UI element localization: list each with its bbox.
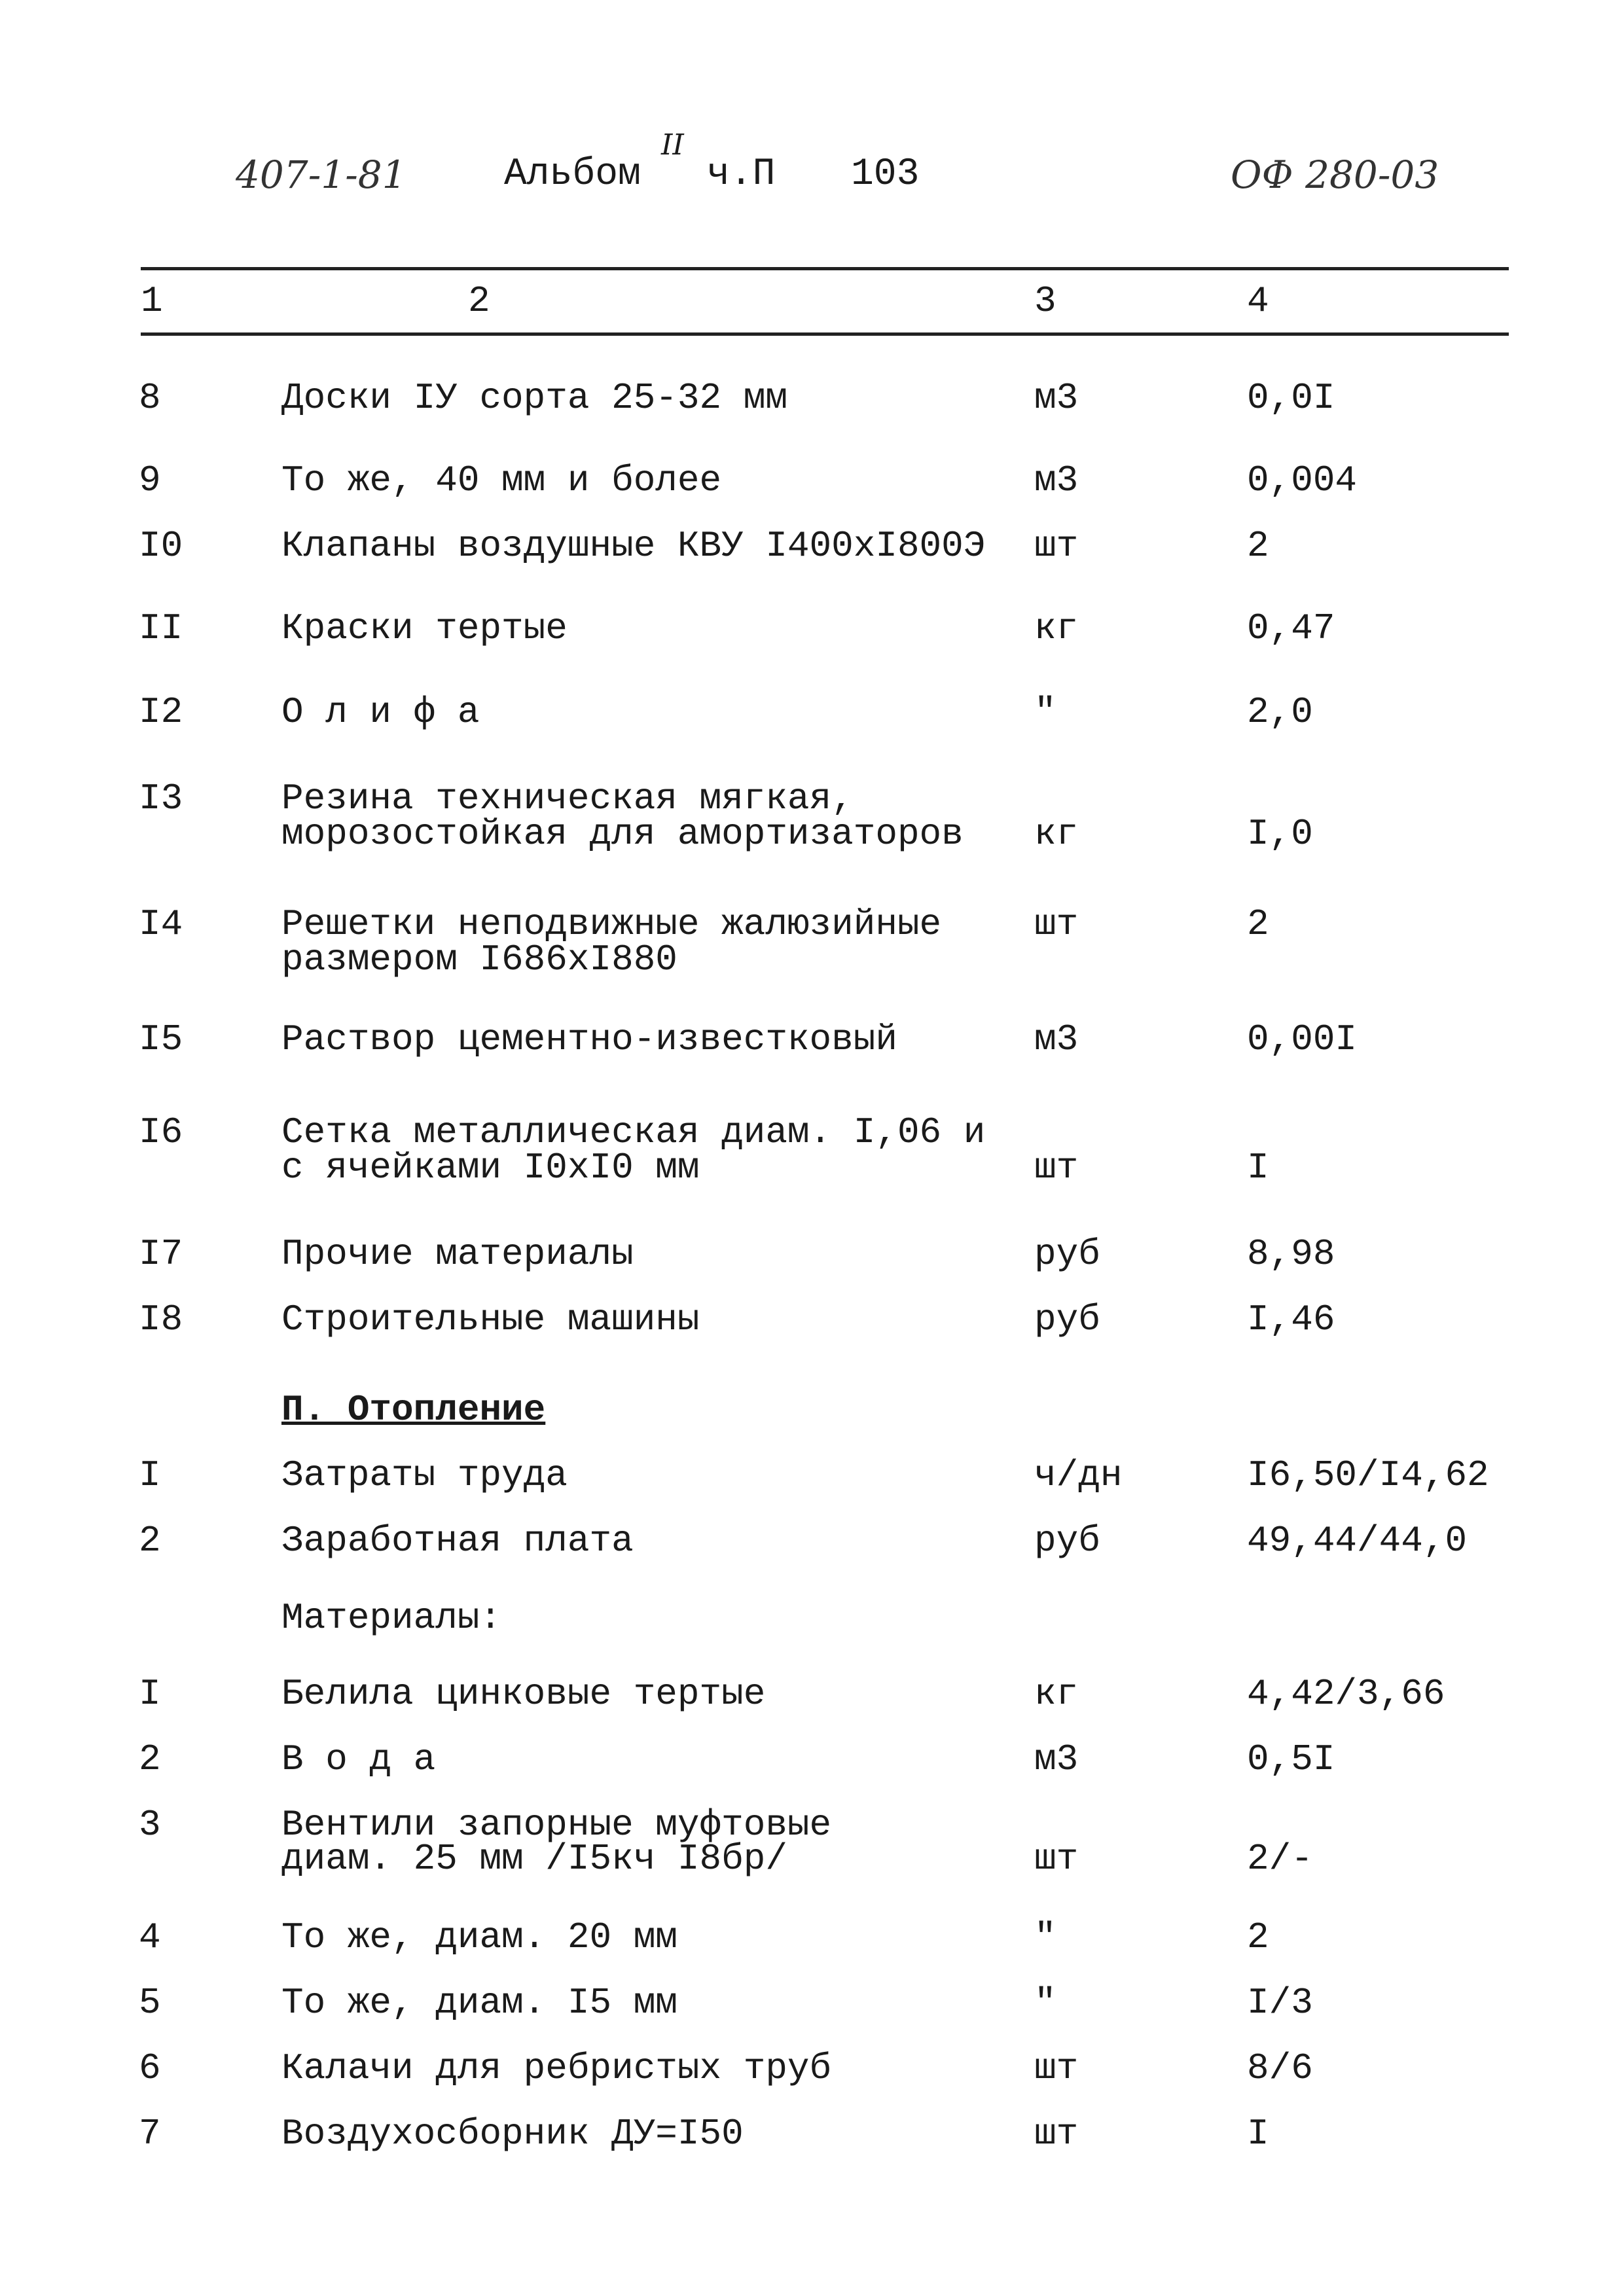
row-description: То же, диам. I5 мм — [281, 1982, 677, 2024]
row-description: Раствор цементно-известковый — [281, 1018, 897, 1060]
row-value: I,0 — [1247, 813, 1313, 855]
table-top-rule — [141, 267, 1509, 270]
row-value: 2,0 — [1247, 691, 1313, 733]
row-description: Клапаны воздушные КВУ I400xI800Э — [281, 525, 986, 567]
row-number: 7 — [139, 2113, 161, 2155]
row-description: Вентили запорные муфтовые — [281, 1804, 832, 1846]
row-value: I — [1247, 2113, 1269, 2155]
table-header-rule — [141, 332, 1509, 336]
row-value: 0,47 — [1247, 607, 1335, 649]
row-number: 5 — [139, 1982, 161, 2024]
row-description: морозостойкая для амортизаторов — [281, 813, 964, 855]
row-unit: м3 — [1034, 1738, 1079, 1780]
row-value: 2/- — [1247, 1838, 1313, 1880]
row-number: 9 — [139, 459, 161, 501]
album-label: Альбом — [504, 153, 641, 196]
row-unit: шт — [1034, 2113, 1079, 2155]
row-number: 6 — [139, 2047, 161, 2089]
doc-code: 407-1-81 — [236, 152, 406, 197]
row-unit: " — [1034, 1916, 1056, 1958]
row-unit: шт — [1034, 525, 1079, 567]
row-description: Решетки неподвижные жалюзийные — [281, 903, 942, 945]
row-description: То же, 40 мм и более — [281, 459, 722, 501]
row-value: 49,44/44,0 — [1247, 1520, 1468, 1562]
row-unit: шт — [1034, 903, 1079, 945]
row-description: Резина техническая мягкая, — [281, 778, 854, 819]
row-value: 4,42/3,66 — [1247, 1673, 1445, 1715]
row-unit: " — [1034, 1982, 1056, 2024]
row-description: размером I686xI880 — [281, 939, 677, 980]
row-unit: шт — [1034, 1147, 1079, 1189]
column-header-3: 3 — [1034, 280, 1056, 322]
row-number: II — [139, 607, 183, 649]
row-number: I — [139, 1454, 161, 1496]
row-description: с ячейками I0xI0 мм — [281, 1147, 700, 1189]
row-value: 8/6 — [1247, 2047, 1313, 2089]
row-description: Доски IУ сорта 25-32 мм — [281, 377, 787, 419]
row-value: I/3 — [1247, 1982, 1313, 2024]
album-part: ч.П — [707, 153, 776, 196]
row-value: 2 — [1247, 525, 1269, 567]
row-value: 0,004 — [1247, 459, 1358, 501]
row-description: диам. 25 мм /I5кч I8бр/ — [281, 1838, 787, 1880]
row-unit: " — [1034, 691, 1056, 733]
row-number: I — [139, 1673, 161, 1715]
column-header-2: 2 — [468, 280, 490, 322]
row-unit: руб — [1034, 1520, 1100, 1562]
row-description: Воздухосборник ДУ=I50 — [281, 2113, 744, 2155]
row-number: I2 — [139, 691, 183, 733]
row-number: 2 — [139, 1738, 161, 1780]
row-value: I,46 — [1247, 1299, 1335, 1340]
row-number: I0 — [139, 525, 183, 567]
row-description: Затраты труда — [281, 1454, 568, 1496]
row-number: I5 — [139, 1018, 183, 1060]
row-description: Краски тертые — [281, 607, 568, 649]
row-description: Сетка металлическая диам. I,06 и — [281, 1111, 986, 1153]
row-description: Калачи для ребристых труб — [281, 2047, 832, 2089]
row-description: О л и ф а — [281, 691, 480, 733]
materials-label: Материалы: — [281, 1597, 502, 1639]
row-number: I8 — [139, 1299, 183, 1340]
row-description: Белила цинковые тертые — [281, 1673, 766, 1715]
row-unit: кг — [1034, 1673, 1079, 1715]
column-header-4: 4 — [1247, 280, 1269, 322]
row-unit: кг — [1034, 813, 1079, 855]
row-value: 0,5I — [1247, 1738, 1335, 1780]
row-number: 3 — [139, 1804, 161, 1846]
row-value: 2 — [1247, 903, 1269, 945]
row-number: I7 — [139, 1233, 183, 1275]
row-number: I3 — [139, 778, 183, 819]
row-unit: кг — [1034, 607, 1079, 649]
row-unit: шт — [1034, 2047, 1079, 2089]
row-value: 0,0I — [1247, 377, 1335, 419]
row-number: I6 — [139, 1111, 183, 1153]
section-title: П. Отопление — [281, 1389, 546, 1431]
row-unit: руб — [1034, 1233, 1100, 1275]
row-description: Строительные машины — [281, 1299, 700, 1340]
row-description: Заработная плата — [281, 1520, 634, 1562]
row-number: 8 — [139, 377, 161, 419]
row-unit: ч/дн — [1034, 1454, 1123, 1496]
row-value: 8,98 — [1247, 1233, 1335, 1275]
row-unit: м3 — [1034, 1018, 1079, 1060]
row-unit: руб — [1034, 1299, 1100, 1340]
row-value: I6,50/I4,62 — [1247, 1454, 1489, 1496]
column-header-1: 1 — [141, 280, 163, 322]
row-value: 0,00I — [1247, 1018, 1358, 1060]
row-unit: м3 — [1034, 459, 1079, 501]
row-description: То же, диам. 20 мм — [281, 1916, 677, 1958]
row-unit: шт — [1034, 1838, 1079, 1880]
row-value: 2 — [1247, 1916, 1269, 1958]
album-number: II — [661, 128, 684, 162]
row-description: В о д а — [281, 1738, 436, 1780]
series-code: ОФ 280-03 — [1231, 152, 1439, 197]
row-value: I — [1247, 1147, 1269, 1189]
page-number: 103 — [851, 153, 920, 196]
row-description: Прочие материалы — [281, 1233, 634, 1275]
row-number: 2 — [139, 1520, 161, 1562]
row-unit: м3 — [1034, 377, 1079, 419]
row-number: I4 — [139, 903, 183, 945]
row-number: 4 — [139, 1916, 161, 1958]
